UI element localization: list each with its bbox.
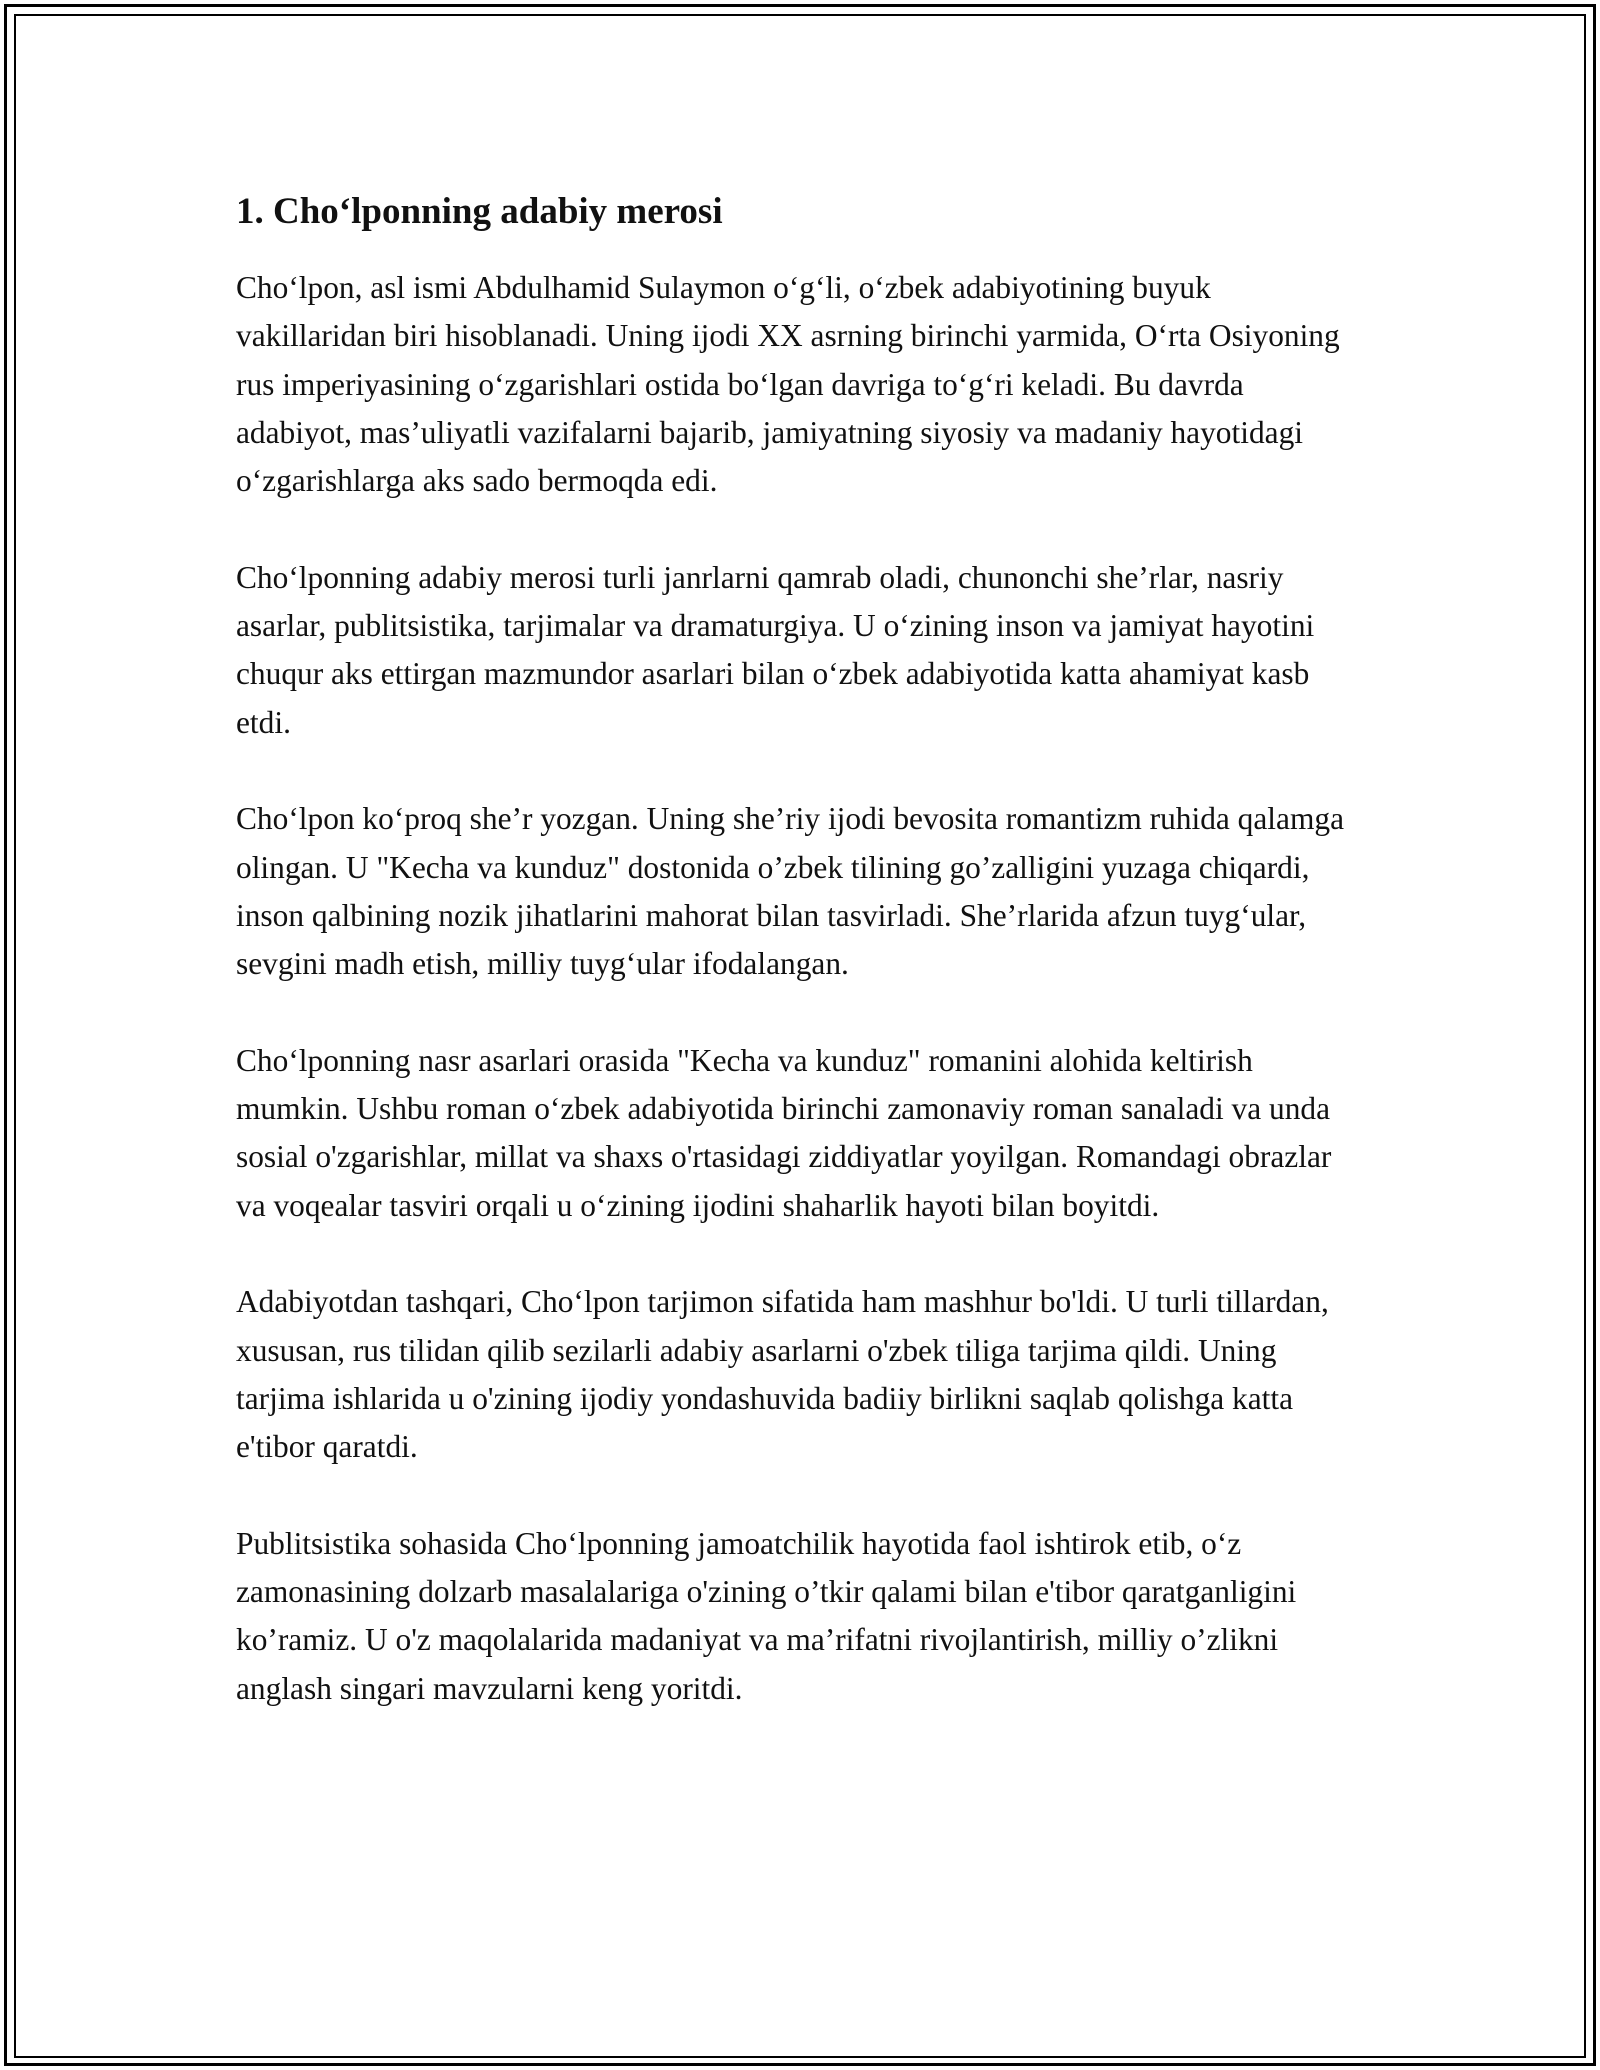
section-heading: 1. Cho‘lponning adabiy merosi — [236, 191, 723, 232]
document-body — [236, 186, 1366, 1713]
paragraph-5: Adabiyotdan tashqari, Cho‘lpon tarjimon sifatida ham mashhur bo'ldi. U turli tillardan, xususan, rus tilidan qilib sezilarli adabiy asarlarni o'zbek tiliga tarjima qildi. Uning tarjima ishlarida u o'zining ijodiy yondashuvida badiiy birlikni saqlab qolishga katta e'tibor qaratdi. — [236, 1284, 1329, 1465]
paragraph-1: Cho‘lpon, asl ismi Abdulhamid Sulaymon o‘g‘li, o‘zbek adabiyotining buyuk vakillaridan biri hisoblanadi. Uning ijodi XX asrning birinchi yarmida, O‘rta Osiyoning rus imperiyasining o‘zgarishlari ostida bo‘lgan davriga to‘g‘ri keladi. Bu davrda adabiyot, mas’uliyatli vazifalarni bajarib, jamiyatning siyosiy va madaniy hayotidagi o‘zgarishlarga aks sado bermoqda edi. — [236, 270, 1340, 499]
paragraph-4: Cho‘lponning nasr asarlari orasida "Kecha va kunduz" romanini alohida keltirish mumkin. Ushbu roman o‘zbek adabiyotida birinchi zamonaviy roman sanaladi va unda sosial o'zgarishlar, millat va shaxs o'rtasidagi ziddiyatlar yoyilgan. Romandagi obrazlar va voqealar tasviri orqali u o‘zining ijodini shaharlik hayoti bilan boyitdi. — [236, 1042, 1332, 1223]
paragraph-3: Cho‘lpon ko‘proq she’r yozgan. Uning she’riy ijodi bevosita romantizm ruhida qalamga olingan. U "Kecha va kunduz" dostonida o’zbek tilining go’zalligini yuzaga chiqardi, inson qalbining nozik jihatlarini mahorat bilan tasvirladi. She’rlarida afzun tuyg‘ular, sevgini madh etish, milliy tuyg‘ular ifodalangan. — [236, 801, 1345, 982]
paragraph-6: Publitsistika sohasida Cho‘lponning jamoatchilik hayotida faol ishtirok etib, o‘z zamonasining dolzarb masalalariga o'zining o’tkir qalami bilan e'tibor qaratganligini ko’ramiz. U o'z maqolalarida madaniyat va ma’rifatni rivojlantirish, milliy o’zlikni anglash singari mavzularni keng yoritdi. — [236, 1525, 1297, 1706]
paragraph-2: Cho‘lponning adabiy merosi turli janrlarni qamrab oladi, chunonchi she’rlar, nasriy asarlar, publitsistika, tarjimalar va dramaturgiya. U o‘zining inson va jamiyat hayotini chuqur aks ettirgan mazmundor asarlari bilan o‘zbek adabiyotida katta ahamiyat kasb etdi. — [236, 559, 1315, 740]
